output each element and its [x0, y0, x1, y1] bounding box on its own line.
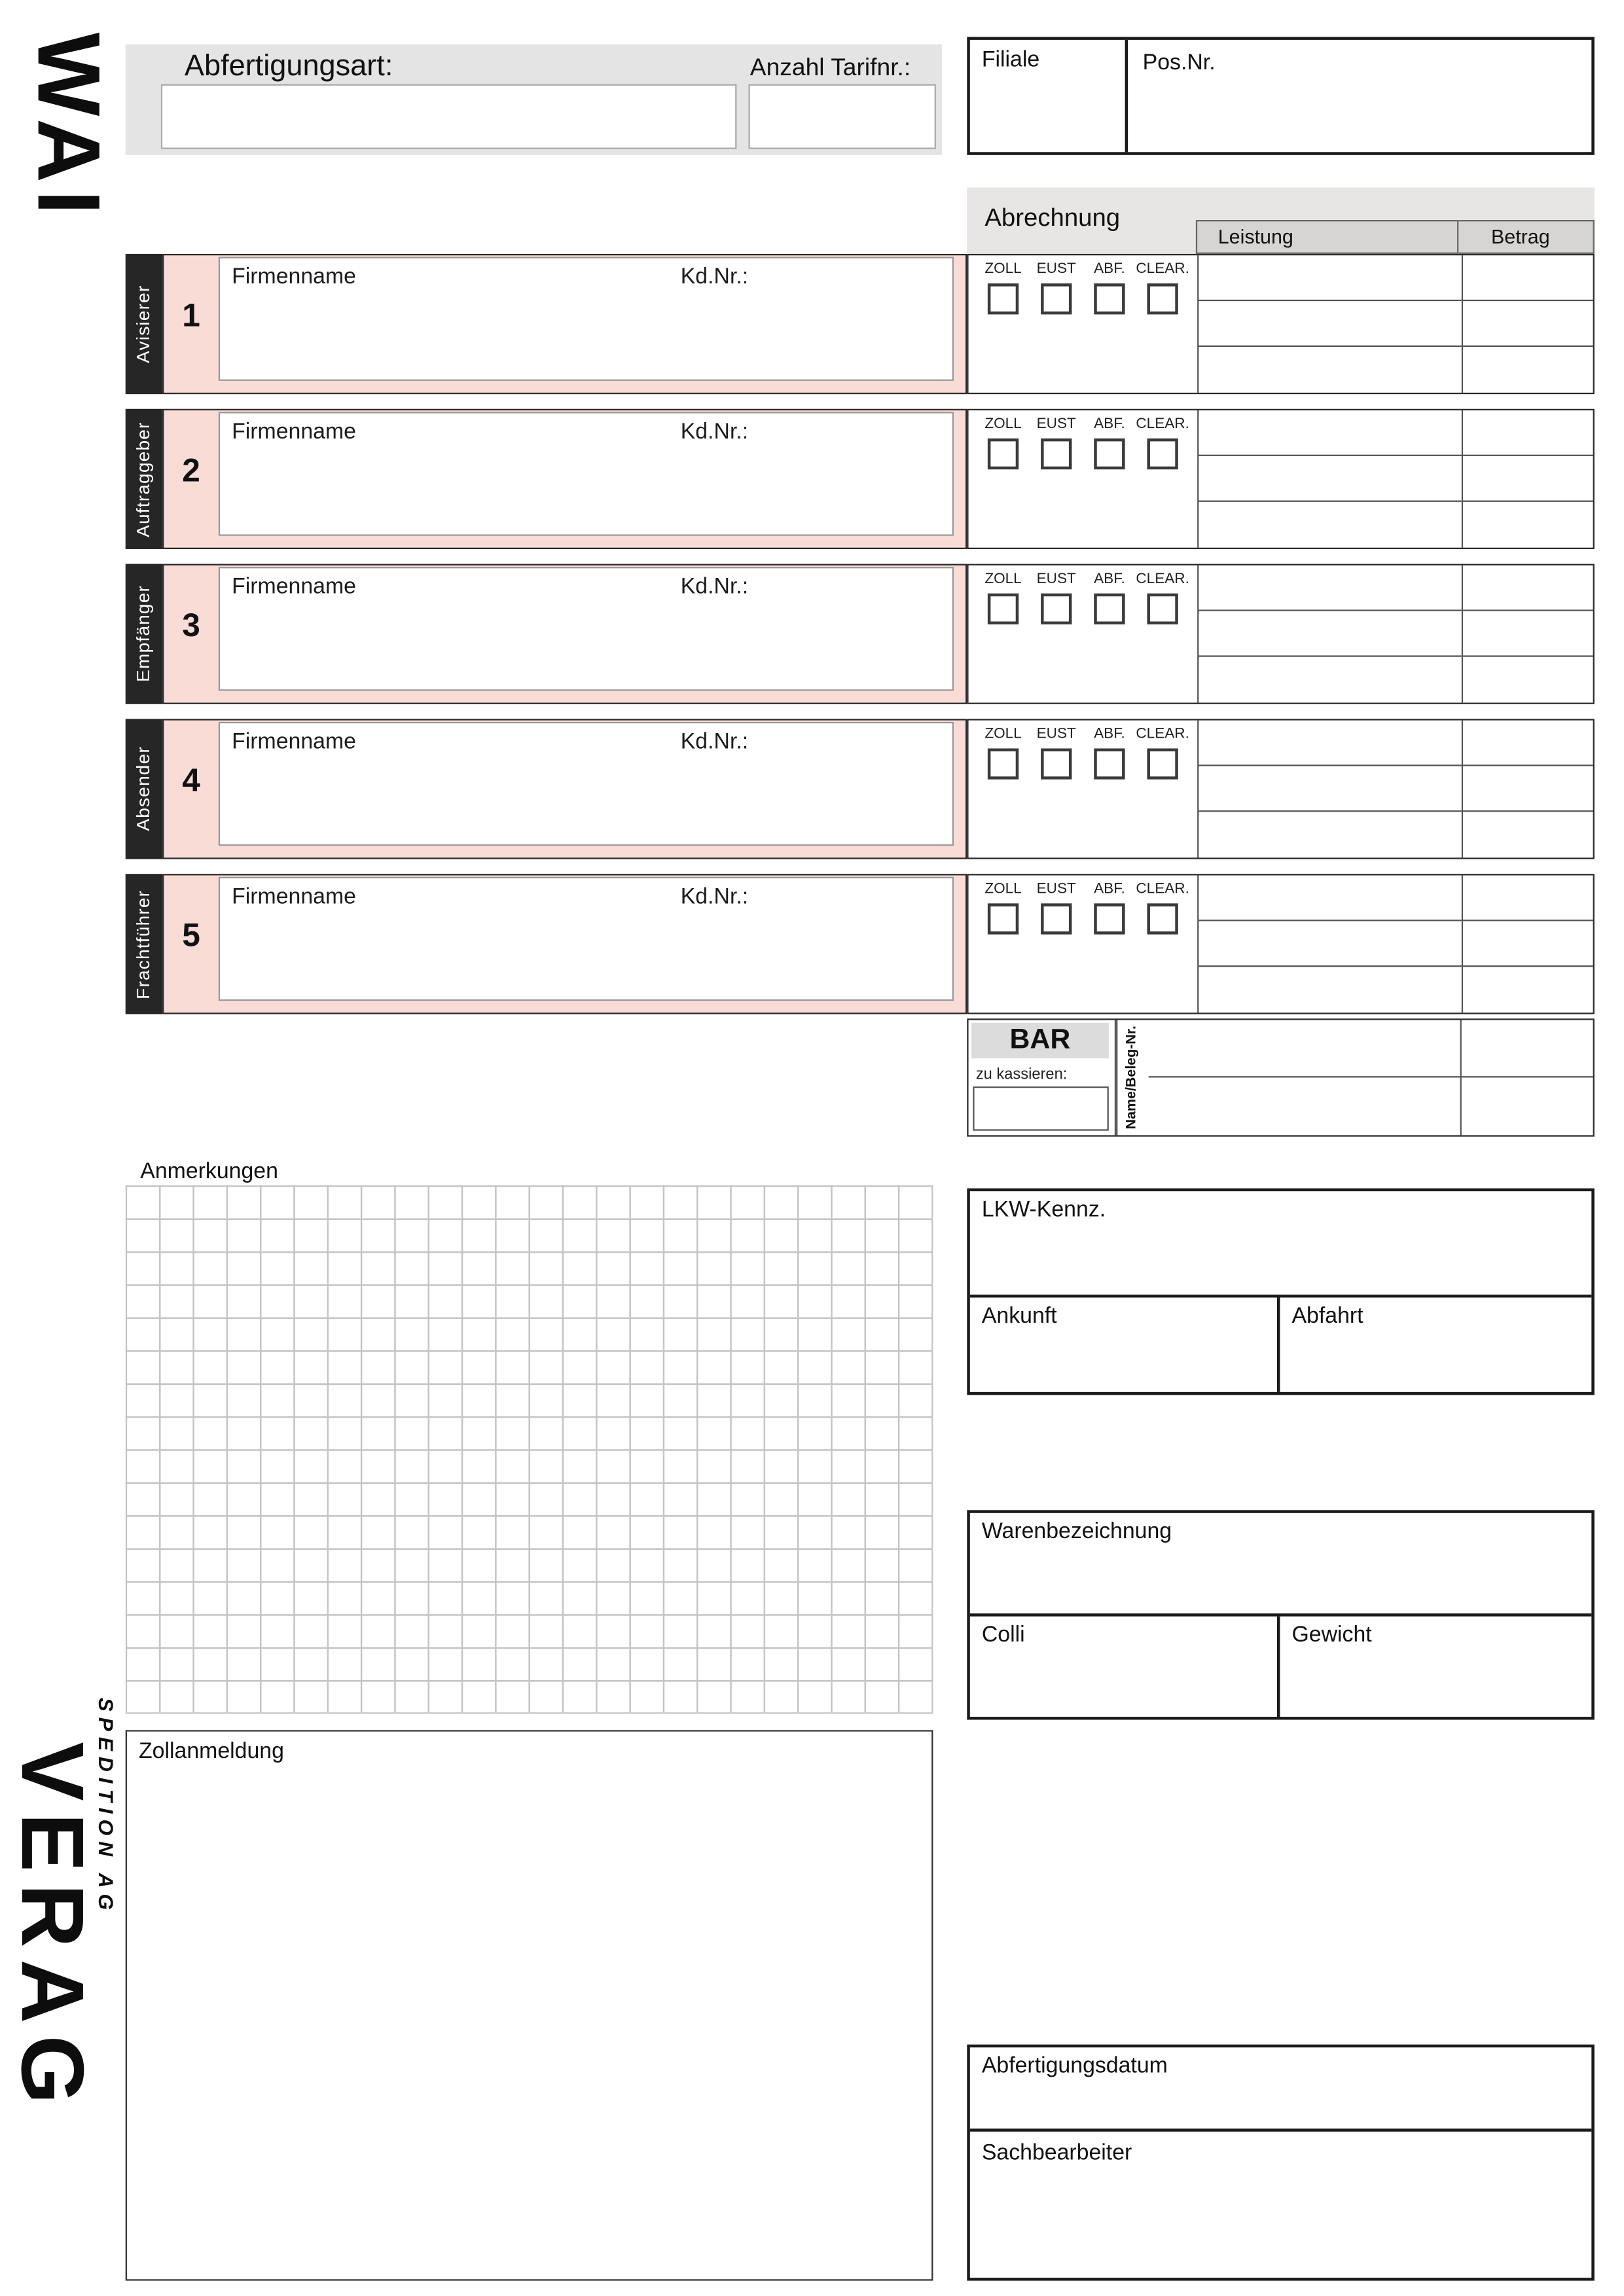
betrag-column-header: Betrag	[1458, 220, 1594, 254]
abf-checkbox[interactable]	[1094, 283, 1125, 314]
leistung-cell[interactable]	[1199, 766, 1461, 812]
eust-checkbox-column	[1030, 881, 1082, 1013]
leistung-cell[interactable]	[1199, 456, 1461, 502]
zoll-checkbox-column	[977, 416, 1029, 548]
posnr-field[interactable]	[1128, 40, 1591, 152]
party-row	[126, 874, 1595, 1014]
verag-logo: VERAG	[3, 1742, 102, 2116]
firmenname-label: Firmenname	[232, 574, 357, 600]
betrag-cell[interactable]	[1462, 565, 1593, 611]
leistung-cell[interactable]	[1199, 967, 1461, 1013]
party-address-area	[162, 564, 967, 704]
firmenname-label: Firmenname	[232, 264, 357, 290]
leistung-cell[interactable]	[1199, 921, 1461, 967]
zoll-label: ZOLL	[984, 881, 1022, 898]
party-address-area	[162, 874, 967, 1014]
firmenname-field[interactable]	[219, 722, 954, 846]
abf-checkbox[interactable]	[1094, 439, 1125, 469]
colli-gewicht-row	[970, 1613, 1592, 1717]
party-address-area	[162, 254, 967, 394]
party-role-tab: Absender	[126, 719, 162, 859]
zoll-checkbox-column	[977, 261, 1029, 393]
leistung-cell[interactable]	[1199, 812, 1461, 857]
abf-checkbox-column	[1083, 416, 1135, 548]
zoll-checkbox[interactable]	[988, 283, 1019, 314]
leistung-betrag-grid	[1197, 410, 1593, 548]
leistung-cell[interactable]	[1199, 611, 1461, 657]
firmenname-label: Firmenname	[232, 729, 357, 755]
abf-label: ABF.	[1094, 416, 1125, 433]
party-abrechnung-area	[967, 409, 1595, 549]
zu-kassieren-field[interactable]	[973, 1086, 1108, 1131]
leistung-column-header: Leistung	[1196, 220, 1458, 254]
clear-label: CLEAR.	[1136, 881, 1189, 898]
warenbezeichnung-label: Warenbezeichnung	[981, 1518, 1172, 1545]
kdnr-label: Kd.Nr.:	[680, 419, 749, 444]
abf-label: ABF.	[1094, 881, 1125, 898]
zoll-label: ZOLL	[984, 261, 1022, 278]
eust-checkbox[interactable]	[1041, 594, 1072, 624]
clear-checkbox-column	[1137, 416, 1189, 548]
firmenname-field[interactable]	[219, 412, 954, 535]
leistung-cell[interactable]	[1199, 347, 1461, 393]
zoll-checkbox-column	[977, 571, 1029, 703]
waren-box	[967, 1510, 1595, 1719]
leistung-cell[interactable]	[1199, 875, 1461, 921]
leistung-betrag-grid	[1197, 875, 1593, 1013]
gewicht-field[interactable]	[1280, 1617, 1591, 1717]
party-number: 5	[182, 916, 200, 954]
party-number: 3	[182, 606, 200, 644]
abf-checkbox-column	[1083, 881, 1135, 1013]
checkbox-group	[969, 410, 1198, 548]
betrag-cell[interactable]	[1462, 255, 1593, 301]
clear-label: CLEAR.	[1136, 571, 1189, 588]
zoll-label: ZOLL	[984, 416, 1022, 433]
zollanmeldung-field[interactable]	[126, 1730, 933, 2280]
betrag-cell[interactable]	[1462, 967, 1593, 1013]
checkbox-group	[969, 565, 1198, 703]
abf-label: ABF.	[1094, 726, 1125, 743]
clear-label: CLEAR.	[1136, 726, 1189, 743]
party-abrechnung-area	[967, 874, 1595, 1014]
clear-checkbox[interactable]	[1147, 283, 1178, 314]
clear-checkbox[interactable]	[1147, 439, 1178, 469]
eust-label: EUST	[1036, 571, 1076, 588]
betrag-cell[interactable]	[1462, 456, 1593, 502]
bar-leistung-betrag-grid	[1149, 1020, 1593, 1135]
party-role-tab: Avisierer	[126, 254, 162, 394]
party-row	[126, 409, 1595, 549]
gewicht-label: Gewicht	[1291, 1622, 1372, 1648]
eust-checkbox-column	[1030, 261, 1082, 393]
firmenname-field[interactable]	[219, 567, 954, 691]
party-row	[126, 564, 1595, 704]
zoll-checkbox[interactable]	[988, 594, 1019, 624]
colli-label: Colli	[981, 1622, 1025, 1648]
firmenname-field[interactable]	[219, 257, 954, 380]
kdnr-label: Kd.Nr.:	[680, 729, 749, 755]
party-number: 1	[182, 296, 200, 334]
leistung-cell[interactable]	[1199, 255, 1461, 301]
party-abrechnung-area	[967, 254, 1595, 394]
abrechnung-header	[967, 187, 1595, 253]
bar-section	[967, 1018, 1595, 1136]
eust-label: EUST	[1036, 881, 1076, 898]
betrag-cell[interactable]	[1462, 766, 1593, 812]
leistung-cell[interactable]	[1199, 721, 1461, 766]
abfahrt-field[interactable]	[1280, 1297, 1591, 1391]
kdnr-label: Kd.Nr.:	[680, 884, 749, 910]
abfertigungsdatum-field[interactable]	[970, 2047, 1592, 2132]
abfertigungsdatum-label: Abfertigungsdatum	[981, 2053, 1168, 2079]
sachbearbeiter-label: Sachbearbeiter	[981, 2140, 1132, 2166]
ankunft-label: Ankunft	[981, 1303, 1057, 1329]
party-rows	[126, 254, 1595, 1029]
betrag-cell[interactable]	[1462, 410, 1593, 456]
zoll-checkbox[interactable]	[988, 903, 1019, 934]
zu-kassieren-label: zu kassieren:	[975, 1066, 1068, 1084]
abf-label: ABF.	[1094, 571, 1125, 588]
abf-checkbox[interactable]	[1094, 903, 1125, 934]
checkbox-group	[969, 721, 1198, 858]
party-number: 2	[182, 452, 200, 489]
eust-label: EUST	[1036, 726, 1076, 743]
colli-field[interactable]	[970, 1617, 1280, 1717]
betrag-cell[interactable]	[1462, 875, 1593, 921]
eust-label: EUST	[1036, 416, 1076, 433]
ankunft-field[interactable]	[970, 1297, 1280, 1391]
bar-leistung-cell[interactable]	[1149, 1077, 1460, 1135]
bar-leistung-cell[interactable]	[1149, 1020, 1460, 1077]
kdnr-label: Kd.Nr.:	[680, 574, 749, 600]
betrag-cell[interactable]	[1462, 611, 1593, 657]
zoll-label: ZOLL	[984, 726, 1022, 743]
eust-checkbox[interactable]	[1041, 283, 1072, 314]
betrag-cell[interactable]	[1462, 921, 1593, 967]
sachbearbeiter-field[interactable]	[970, 2132, 1592, 2278]
anmerkungen-label: Anmerkungen	[140, 1158, 278, 1184]
betrag-cell[interactable]	[1462, 502, 1593, 548]
anzahl-tarifnr-label: Anzahl Tarifnr.:	[749, 54, 911, 82]
betrag-cell[interactable]	[1462, 721, 1593, 766]
party-role-tab: Frachtführer	[126, 874, 162, 1014]
abf-checkbox-column	[1083, 261, 1135, 393]
eust-checkbox-column	[1030, 416, 1082, 548]
abrechnung-title: Abrechnung	[984, 204, 1121, 232]
clear-label: CLEAR.	[1136, 416, 1189, 433]
abfertigungsart-label: Abfertigungsart:	[184, 50, 393, 83]
leistung-cell[interactable]	[1199, 301, 1461, 347]
clear-checkbox[interactable]	[1147, 748, 1178, 779]
clear-checkbox[interactable]	[1147, 903, 1178, 934]
firmenname-field[interactable]	[219, 877, 954, 1001]
leistung-betrag-grid	[1197, 721, 1593, 858]
ankunft-abfahrt-row	[970, 1295, 1592, 1392]
filiale-field[interactable]	[970, 40, 1128, 152]
lkw-kennz-field[interactable]	[970, 1191, 1592, 1295]
checkbox-group	[969, 875, 1198, 1013]
eust-label: EUST	[1036, 261, 1076, 278]
leistung-cell[interactable]	[1199, 565, 1461, 611]
bar-betrag-cell[interactable]	[1460, 1020, 1593, 1077]
party-address-area	[162, 409, 967, 549]
wai-logo: WAI	[19, 32, 118, 223]
zoll-checkbox[interactable]	[988, 439, 1019, 469]
clear-checkbox-column	[1137, 261, 1189, 393]
bar-betrag-cell[interactable]	[1460, 1077, 1593, 1135]
checkbox-group	[969, 255, 1198, 393]
zoll-label: ZOLL	[984, 571, 1022, 588]
party-role-tab: Auftraggeber	[126, 409, 162, 549]
anzahl-tarifnr-field[interactable]	[748, 84, 935, 149]
clear-checkbox-column	[1137, 571, 1189, 703]
warenbezeichnung-field[interactable]	[970, 1513, 1592, 1613]
bar-title: BAR	[971, 1023, 1109, 1058]
eust-checkbox-column	[1030, 726, 1082, 858]
kdnr-label: Kd.Nr.:	[680, 264, 749, 290]
clear-checkbox[interactable]	[1147, 594, 1178, 624]
zollanmeldung-label: Zollanmeldung	[139, 1738, 284, 1765]
abf-checkbox[interactable]	[1094, 594, 1125, 624]
clear-label: CLEAR.	[1136, 261, 1189, 278]
party-abrechnung-area	[967, 719, 1595, 859]
party-role-tab: Empfänger	[126, 564, 162, 704]
filiale-label: Filiale	[981, 47, 1040, 73]
party-row	[126, 254, 1595, 394]
leistung-betrag-grid	[1197, 565, 1593, 703]
party-address-area	[162, 719, 967, 859]
abschluss-box	[967, 2045, 1595, 2281]
clear-checkbox-column	[1137, 881, 1189, 1013]
clear-checkbox-column	[1137, 726, 1189, 858]
zoll-checkbox[interactable]	[988, 748, 1019, 779]
party-row	[126, 719, 1595, 859]
abfertigung-band	[126, 45, 942, 155]
name-beleg-nr-label: Name/Beleg-Nr.	[1116, 1020, 1149, 1135]
betrag-cell[interactable]	[1462, 657, 1593, 703]
eust-checkbox[interactable]	[1041, 439, 1072, 469]
bar-left-panel	[969, 1020, 1117, 1135]
abf-checkbox[interactable]	[1094, 748, 1125, 779]
eust-checkbox[interactable]	[1041, 748, 1072, 779]
filiale-posnr-box	[967, 37, 1595, 154]
betrag-cell[interactable]	[1462, 812, 1593, 857]
leistung-cell[interactable]	[1199, 502, 1461, 548]
eust-checkbox[interactable]	[1041, 903, 1072, 934]
leistung-cell[interactable]	[1199, 410, 1461, 456]
zoll-checkbox-column	[977, 726, 1029, 858]
spedition-ag-logo-subtitle: SPEDITION AG	[94, 1697, 118, 1916]
abf-checkbox-column	[1083, 726, 1135, 858]
eust-checkbox-column	[1030, 571, 1082, 703]
zoll-checkbox-column	[977, 881, 1029, 1013]
firmenname-label: Firmenname	[232, 419, 357, 444]
betrag-cell[interactable]	[1462, 347, 1593, 393]
abf-label: ABF.	[1094, 261, 1125, 278]
party-abrechnung-area	[967, 564, 1595, 704]
abf-checkbox-column	[1083, 571, 1135, 703]
posnr-label: Pos.Nr.	[1142, 50, 1216, 76]
leistung-cell[interactable]	[1199, 657, 1461, 703]
party-number: 4	[182, 761, 200, 799]
abfahrt-label: Abfahrt	[1291, 1303, 1363, 1329]
betrag-cell[interactable]	[1462, 301, 1593, 347]
abfertigungsart-field[interactable]	[161, 84, 737, 149]
firmenname-label: Firmenname	[232, 884, 357, 910]
lkw-box	[967, 1189, 1595, 1395]
leistung-betrag-grid	[1197, 255, 1593, 393]
anmerkungen-grid[interactable]	[126, 1185, 933, 1713]
lkw-kennz-label: LKW-Kennz.	[981, 1197, 1106, 1223]
